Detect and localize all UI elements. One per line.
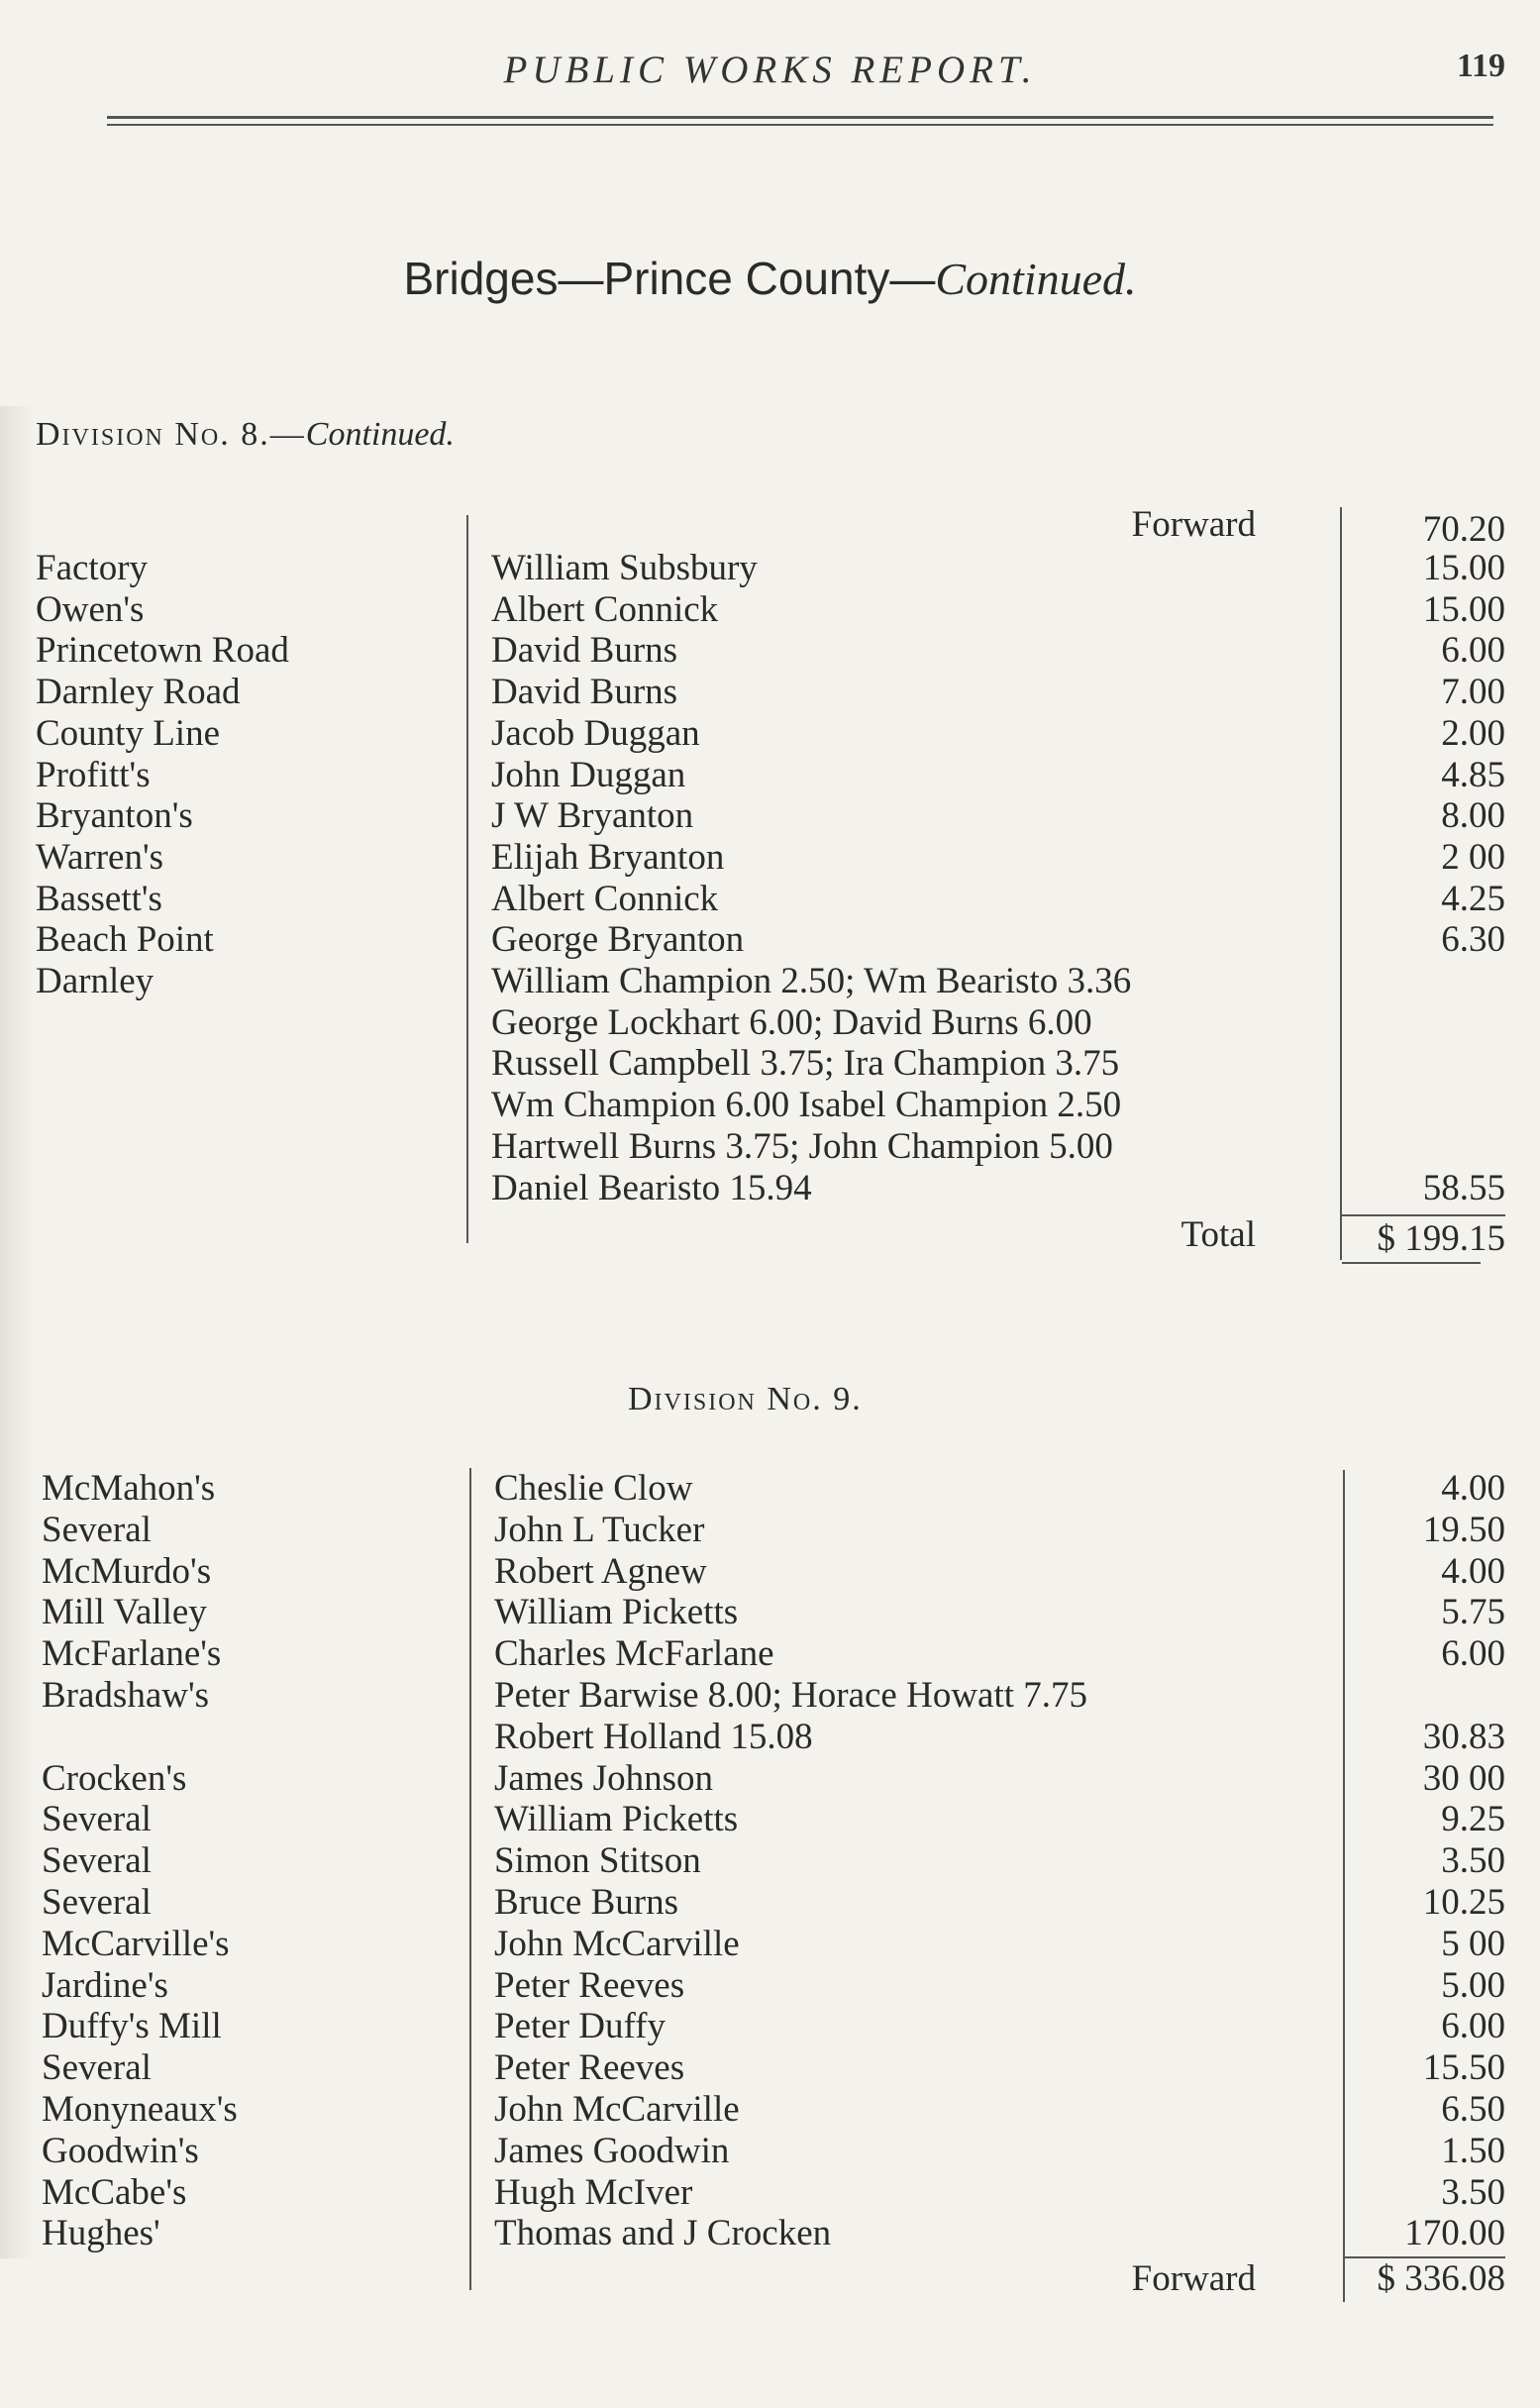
division-8-amount-cell: 15.00	[1422, 548, 1505, 588]
division-8-place-cell: Bassett's	[36, 878, 162, 919]
division-9-amount-cell: 30 00	[1422, 1757, 1505, 1799]
division-8-heading	[36, 416, 455, 454]
division-9-place-cell: McCabe's	[42, 2171, 187, 2213]
division-8-place-cell: Factory	[36, 548, 149, 588]
division-9-forward-amount: $ 336.08	[1377, 2258, 1505, 2299]
division-8-sum-rule	[1342, 1214, 1505, 1216]
section-title-main: Bridges—Prince County—	[403, 253, 936, 304]
page-header-title: PUBLIC WORKS REPORT.	[503, 49, 1037, 91]
division-9-name-cell: Peter Duffy	[494, 2006, 666, 2047]
division-8-name-cell: Jacob Duggan	[491, 712, 700, 754]
division-8-heading-text: Division No. 8.—	[36, 416, 306, 453]
division-9-name-cell: John McCarville	[494, 1923, 740, 1964]
division-9-amount-cell: 19.50	[1422, 1509, 1505, 1550]
division-9-name-cell: Charles McFarlane	[494, 1633, 774, 1675]
division-9-amount-cell: 15.50	[1422, 2047, 1505, 2089]
division-8-name-cell: John Duggan	[491, 754, 686, 795]
division-8-name-cell: David Burns	[491, 630, 678, 672]
division-9-amount-cell: 1.50	[1441, 2130, 1505, 2171]
division-8-amount-cell: 4.85	[1441, 754, 1505, 795]
division-9-amount-cell: 10.25	[1422, 1882, 1505, 1923]
division-8-name-cell: Albert Connick	[491, 588, 719, 630]
division-9-name-cell: William Picketts	[494, 1592, 739, 1633]
division-8-amount-cell: 58.55	[1422, 1167, 1505, 1208]
section-title	[0, 252, 1540, 305]
division-8-amount-cell: 6.00	[1441, 630, 1505, 672]
division-9-amount-cell: 5 00	[1441, 1923, 1505, 1964]
division-9-forward-label: Forward	[1131, 2258, 1256, 2299]
division-8-name-column-rule	[466, 515, 468, 1243]
page-number: 119	[1456, 48, 1505, 84]
division-8-name-cell: William Subsbury	[491, 548, 758, 588]
division-8-name-cell: David Burns	[491, 672, 678, 713]
page-edge-shadow	[0, 406, 34, 2258]
division-8-place-cell: Darnley Road	[36, 672, 241, 713]
division-8-name-cell: Elijah Bryanton	[491, 836, 725, 878]
division-9-name-cell: Peter Reeves	[494, 2047, 685, 2089]
division-8-heading-continued: Continued.	[305, 416, 455, 453]
division-9-name-cell: Hugh McIver	[494, 2171, 693, 2213]
division-9-place-cell: Bradshaw's	[42, 1675, 210, 1716]
division-9-amount-cell: 4.00	[1441, 1468, 1505, 1509]
division-8-place-cell: Darnley	[36, 961, 154, 1001]
division-8-amount-cell: 2.00	[1441, 712, 1505, 754]
division-9-name-cell: James Johnson	[494, 1757, 713, 1799]
division-9-place-cell: Jardine's	[42, 1964, 168, 2006]
division-8-place-cell: Profitt's	[36, 754, 151, 795]
division-8-amount-cell: 6.30	[1441, 919, 1505, 961]
division-8-forward-label: Forward	[1131, 504, 1256, 545]
division-8-place-cell: Warren's	[36, 836, 164, 878]
division-9-place-cell: McFarlane's	[42, 1633, 222, 1675]
division-9-name-cell: Robert Agnew	[494, 1550, 707, 1592]
division-9-name-cell: Bruce Burns	[494, 1882, 678, 1923]
division-8-name-cell: George Lockhart 6.00; David Burns 6.00	[491, 1001, 1092, 1043]
section-title-continued: Continued.	[935, 254, 1137, 304]
division-9-place-cell: McMurdo's	[42, 1550, 212, 1592]
division-9-name-cell: John McCarville	[494, 2089, 740, 2130]
division-9-place-cell: Hughes'	[42, 2213, 160, 2254]
division-9-place-cell: Goodwin's	[42, 2130, 199, 2171]
division-9-place-cell: Several	[42, 1840, 152, 1882]
division-9-place-cell: Several	[42, 1799, 152, 1840]
division-9-place-cell: Monyneaux's	[42, 2089, 238, 2130]
division-9-place-cell: Several	[42, 2047, 152, 2089]
division-8-name-cell: George Bryanton	[491, 919, 745, 961]
division-9-amount-cell: 6.00	[1441, 2006, 1505, 2047]
division-9-place-cell: Mill Valley	[42, 1592, 207, 1633]
division-8-name-cell: Wm Champion 6.00 Isabel Champion 2.50	[491, 1085, 1122, 1126]
division-8-amount-cell: 7.00	[1441, 672, 1505, 713]
division-9-name-cell: John L Tucker	[494, 1509, 705, 1550]
division-8-forward-amount: 70.20	[1422, 509, 1505, 550]
division-8-place-cell: Princetown Road	[36, 630, 289, 672]
division-8-amount-cell: 8.00	[1441, 795, 1505, 837]
division-9-amount-cell: 4.00	[1441, 1550, 1505, 1592]
division-9-name-column-rule	[469, 1468, 471, 2290]
division-8-amount-cell: 2 00	[1441, 836, 1505, 878]
division-9-name-cell: Cheslie Clow	[494, 1468, 693, 1509]
division-9-amount-cell: 170.00	[1404, 2213, 1505, 2254]
division-8-place-cell: Bryanton's	[36, 795, 193, 837]
division-9-name-cell: Peter Reeves	[494, 1964, 685, 2006]
division-9-name-cell: William Picketts	[494, 1799, 739, 1840]
division-9-amount-cell: 30.83	[1422, 1716, 1505, 1757]
division-8-amount-cell: 4.25	[1441, 878, 1505, 919]
division-9-place-cell: Crocken's	[42, 1757, 187, 1799]
header-rule-bottom	[107, 124, 1493, 126]
division-8-name-cell: Daniel Bearisto 15.94	[491, 1167, 812, 1208]
division-9-place-cell: Duffy's Mill	[42, 2006, 222, 2047]
division-8-name-cell: William Champion 2.50; Wm Bearisto 3.36	[491, 961, 1132, 1001]
division-9-name-cell: Simon Stitson	[494, 1840, 701, 1882]
division-8-name-cell: Albert Connick	[491, 878, 719, 919]
division-9-name-cell: Peter Barwise 8.00; Horace Howatt 7.75	[494, 1675, 1088, 1716]
division-9-name-cell: Robert Holland 15.08	[494, 1716, 813, 1757]
division-8-total-label: Total	[1181, 1214, 1256, 1255]
division-8-total-underline	[1342, 1262, 1481, 1264]
division-9-amount-cell: 3.50	[1441, 1840, 1505, 1882]
division-9-name-cell: James Goodwin	[494, 2130, 730, 2171]
division-9-amount-cell: 6.00	[1441, 1633, 1505, 1675]
division-9-amount-cell: 9.25	[1441, 1799, 1505, 1840]
division-9-place-cell: Several	[42, 1509, 152, 1550]
division-8-name-cell: Hartwell Burns 3.75; John Champion 5.00	[491, 1125, 1113, 1167]
division-8-amount-cell: 15.00	[1422, 588, 1505, 630]
division-9-place-cell: McCarville's	[42, 1923, 230, 1964]
division-8-place-cell: Owen's	[36, 588, 145, 630]
division-8-place-cell: County Line	[36, 712, 221, 754]
division-9-place-cell: Several	[42, 1882, 152, 1923]
division-9-amount-cell: 5.75	[1441, 1592, 1505, 1633]
division-9-place-cell: McMahon's	[42, 1468, 216, 1509]
division-9-amount-cell: 5.00	[1441, 1964, 1505, 2006]
division-9-name-cell: Thomas and J Crocken	[494, 2213, 832, 2254]
division-9-heading: Division No. 9.	[628, 1381, 863, 1417]
division-8-name-cell: Russell Campbell 3.75; Ira Champion 3.75	[491, 1043, 1120, 1085]
division-9-amount-cell: 3.50	[1441, 2171, 1505, 2213]
header-rule-top	[107, 116, 1493, 119]
division-8-total-amount: $ 199.15	[1377, 1218, 1505, 1259]
division-8-name-cell: J W Bryanton	[491, 795, 694, 837]
division-9-amount-cell: 6.50	[1441, 2089, 1505, 2130]
division-8-place-cell: Beach Point	[36, 919, 214, 961]
